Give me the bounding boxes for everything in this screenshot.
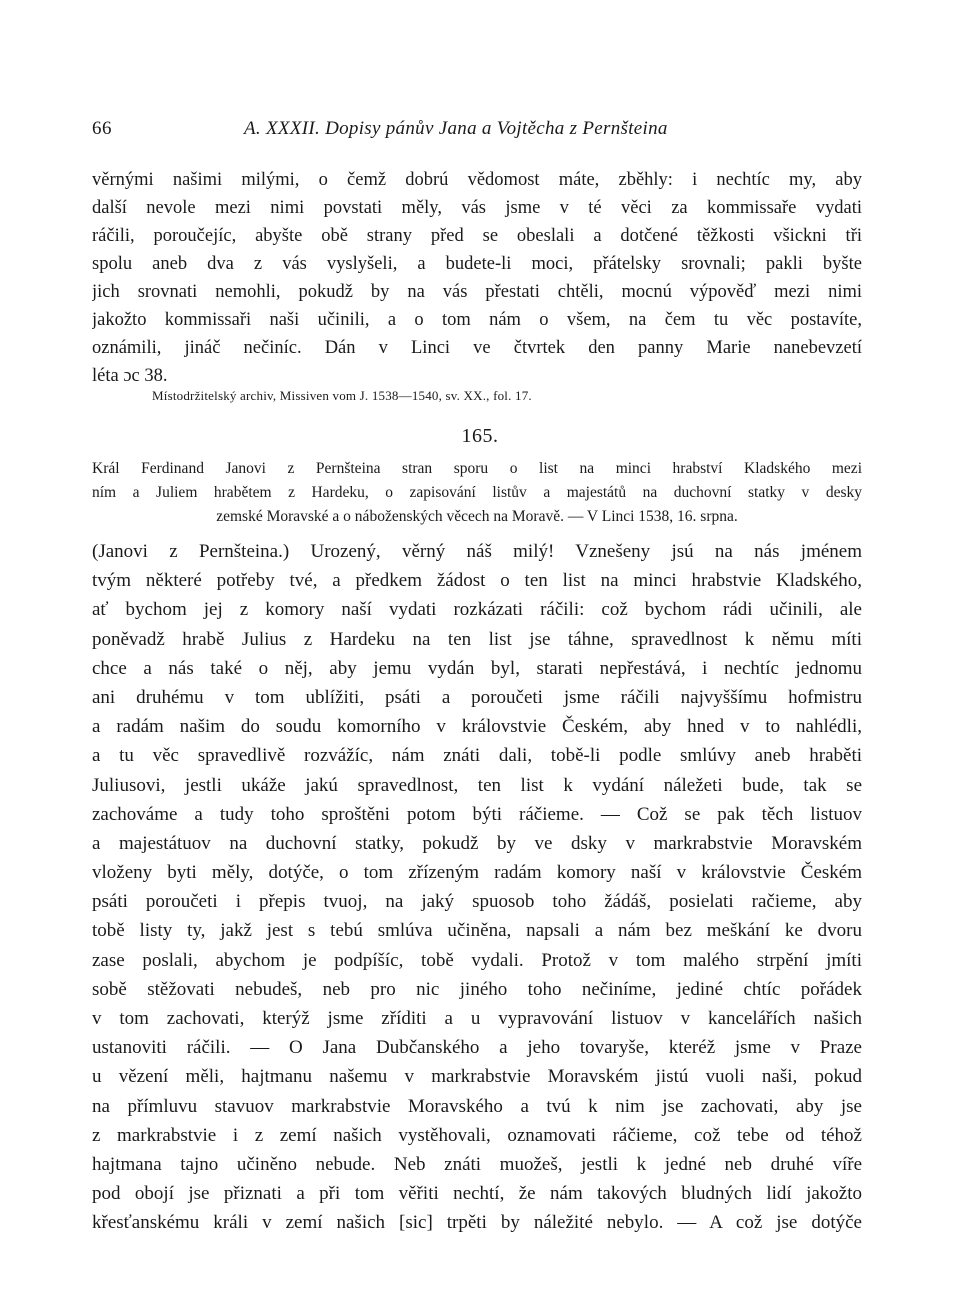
text-line: věrnými našimi milými, o čemž dobrú vědomost máte, zběhly: i nechtíc my, aby xyxy=(92,170,862,190)
text-line: oznámili, jináč nečiníc. Dán v Linci ve čtvrtek den panny Marie nanebevzetí xyxy=(92,338,862,358)
document-body xyxy=(92,537,862,1238)
text-line: a radám našim do soudu komorního v královstvie Českém, aby hned v to nahlédli, xyxy=(92,716,862,738)
document-regest xyxy=(92,457,862,529)
text-line: jich srovnati nemohli, pokudž by na vás přestati chtěli, mocnú výpověď mezi nimi xyxy=(92,282,862,302)
text-line: z markrabstvie i z zemí našich vystěhovali, oznamovati ráčieme, což tebe od téhož xyxy=(92,1124,862,1146)
text-line: další nevole mezi nimi povstati měly, vás jsme v té věci za kommissaře vydati xyxy=(92,198,862,218)
text-line: u vězení měli, hajtmanu našemu v markrabstvie Moravském jistú vuoli naši, pokud xyxy=(92,1066,862,1088)
text-line: hajtmana tajno učiněno nebude. Neb znáti muožeš, jestli k jedné neb druhé víře xyxy=(92,1153,862,1175)
regest-line: ním a Juliem hrabětem z Hardeku, o zapisování listův a majestátů na duchovní statky v desky xyxy=(92,484,862,501)
text-line: zase poslali, abychom je podpíšíc, tobě vydali. Protož v tom malého strpění jmíti xyxy=(92,949,862,971)
text-line: poněvadž hrabě Julius z Hardeku na ten list jse táhne, spravedlnost k němu míti xyxy=(92,628,862,650)
text-line: pod obojí jse přiznati a při tom věřiti nechtí, že nám takových bludných lidí jakožto xyxy=(92,1183,862,1205)
text-line: psáti poroučeti i přepis tvuoj, na jaký spuosob toho žádáš, posielati račieme, aby xyxy=(92,891,862,913)
text-line: ráčili, poroučejíc, abyšte obě strany před se obeslali a dotčené těžkosti všickni tři xyxy=(92,226,862,246)
text-line: léta ɔc 38. xyxy=(92,366,168,386)
text-line: zachováme a tudy toho sproštěni potom býti ráčieme. — Což se pak těch listuov xyxy=(92,803,862,825)
document-number: 165. xyxy=(461,425,499,447)
regest-line: Král Ferdinand Janovi z Pernšteina stran sporu o list na minci hrabství Kladského mezi xyxy=(92,460,862,477)
text-line: na přímluvu stavuov markrabstvie Moravského a tvú k nim jse zachovati, aby jse xyxy=(92,1095,862,1117)
page-header xyxy=(92,118,862,146)
text-line: jakožto kommissaři naši učinili, a o tom nám o všem, na čem tu věc postavíte, xyxy=(92,310,862,330)
source-note: Místodržitelský archiv, Missiven vom J. 1538—1540, sv. XX., fol. 17. xyxy=(152,388,532,403)
text-line: ať bychom jej z komory naší vydati rozkázati ráčili: což bychom rádi učinili, ale xyxy=(92,599,862,621)
text-line: a tu věc spravedlivě rozvážíc, nám znáti dali, tobě-li podle smlúvy aneb hraběti xyxy=(92,745,862,767)
text-line: chce a nás také o něj, aby jemu vydán byl, starati nepřestává, i nechtíc jednomu xyxy=(92,657,862,679)
page-number: 66 xyxy=(92,118,112,139)
text-line: a majestátuov na duchovní statky, pokudž by ve dsky v markrabstvie Moravském xyxy=(92,832,862,854)
text-line: ani druhému v tom ublížiti, psáti a poroučeti jsme ráčili najvyššímu hofmistru xyxy=(92,686,862,708)
text-line: (Janovi z Pernšteina.) Urozený, věrný náš milý! Vznešeny jsú na nás jménem xyxy=(92,541,862,562)
text-line: křesťanskému králi v zemí našich [sic] trpěti by náležité nebylo. — A což jse dotýče xyxy=(92,1212,862,1234)
text-line: tobě listy ty, jakž jest s tebú smlúva učiněna, napsali a nám bez meškání ke dvoru xyxy=(92,920,862,942)
text-line: tvým některé potřeby tvé, a předkem žádost o ten list na minci hrabstvie Kladského, xyxy=(92,570,862,592)
text-line: ustanoviti ráčili. — O Jana Dubčanského a jeho tovaryše, kteréž jsme v Praze xyxy=(92,1037,862,1059)
continuation-text xyxy=(92,166,862,390)
text-line: v tom zachovati, kterýž jsme zříditi a u vypravování listuov v kancelářích našich xyxy=(92,1008,862,1029)
running-title: A. XXXII. Dopisy pánův Jana a Vojtěcha z Pernšteina xyxy=(244,118,668,139)
text-line: spolu aneb dva z vás vyslyšeli, a budete-li moci, přátelsky srovnali; pakli byšte xyxy=(92,254,862,274)
text-line: vloženy byti měly, dotýče, o tom zřízeným radám komory naší v královstvie Českém xyxy=(92,862,862,884)
text-line: sobě stěžovati nebudeš, neb pro nic jiného toho nečiníme, jediné chtíc pořádek xyxy=(92,978,862,1000)
regest-line: zemské Moravské a o náboženských věcech na Moravě. — V Linci 1538, 16. srpna. xyxy=(216,508,738,525)
text-line: Juliusovi, jestli ukáže jakú spravedlnost, ten list k vydání náležeti bude, tak se xyxy=(92,774,862,796)
